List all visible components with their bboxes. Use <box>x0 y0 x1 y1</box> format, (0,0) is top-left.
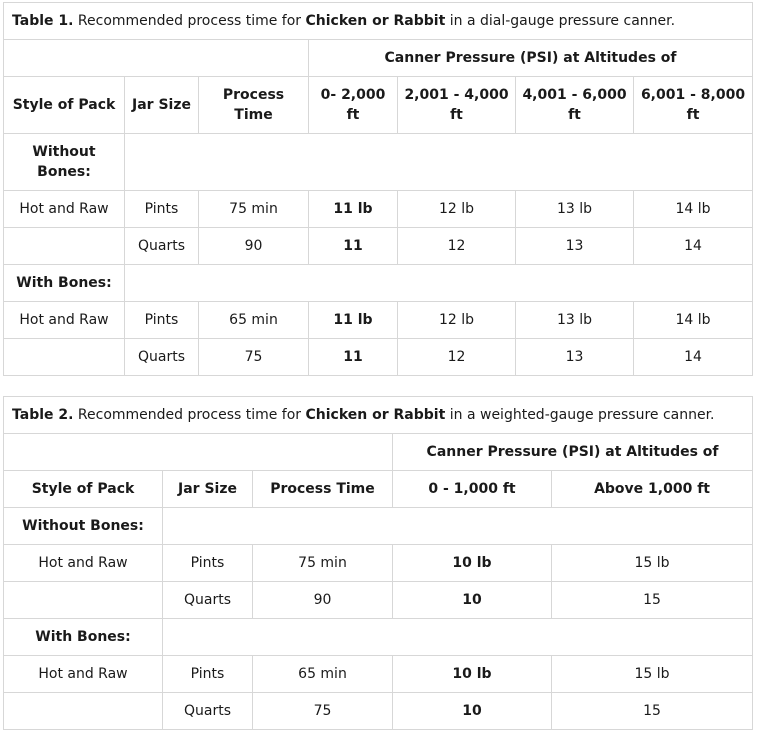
column-header: Style of Pack <box>4 77 125 134</box>
process-time: 75 <box>199 339 309 376</box>
caption-label: Table 1. <box>12 13 74 29</box>
table-row <box>4 545 753 582</box>
column-header: 0- 2,000 ft <box>309 77 398 134</box>
style-of-pack: Hot and Raw <box>4 656 163 693</box>
process-time: 65 min <box>253 656 393 693</box>
pressure-value: 13 <box>516 228 634 265</box>
pressure-value: 11 <box>309 339 398 376</box>
weighted-gauge-table <box>3 396 753 730</box>
pressure-value: 14 <box>634 339 753 376</box>
empty-cell <box>4 693 163 730</box>
column-header: Jar Size <box>163 471 253 508</box>
process-time: 90 <box>253 582 393 619</box>
table-row <box>4 228 753 265</box>
empty-cell <box>163 508 753 545</box>
process-time: 75 min <box>199 191 309 228</box>
dial-gauge-table <box>3 2 753 376</box>
jar-size: Pints <box>163 545 253 582</box>
empty-cell <box>4 434 393 471</box>
jar-size: Quarts <box>125 339 199 376</box>
jar-size: Quarts <box>163 693 253 730</box>
column-header: Process Time <box>253 471 393 508</box>
pressure-value: 14 lb <box>634 191 753 228</box>
pressure-value: 12 lb <box>398 302 516 339</box>
empty-cell <box>125 134 753 191</box>
column-header: 0 - 1,000 ft <box>393 471 552 508</box>
process-time: 65 min <box>199 302 309 339</box>
table-row <box>4 191 753 228</box>
column-header: Process Time <box>199 77 309 134</box>
table-row <box>4 302 753 339</box>
table-row <box>4 339 753 376</box>
section-label: Without Bones: <box>4 508 163 545</box>
jar-size: Quarts <box>125 228 199 265</box>
caption-subject: Chicken or Rabbit <box>305 407 446 423</box>
pressure-value: 10 lb <box>393 545 552 582</box>
group-header: Canner Pressure (PSI) at Altitudes of <box>393 434 753 471</box>
empty-cell <box>125 265 753 302</box>
section-label: With Bones: <box>4 619 163 656</box>
pressure-value: 15 <box>552 582 753 619</box>
process-time: 75 <box>253 693 393 730</box>
section-label: With Bones: <box>4 265 125 302</box>
pressure-value: 13 <box>516 339 634 376</box>
section-label: Without Bones: <box>4 134 125 191</box>
table-caption <box>4 397 753 434</box>
jar-size: Pints <box>125 302 199 339</box>
column-header: 4,001 - 6,000 ft <box>516 77 634 134</box>
caption-label: Table 2. <box>12 407 74 423</box>
pressure-value: 13 lb <box>516 302 634 339</box>
column-header: 2,001 - 4,000 ft <box>398 77 516 134</box>
pressure-value: 13 lb <box>516 191 634 228</box>
pressure-value: 14 lb <box>634 302 753 339</box>
pressure-value: 11 <box>309 228 398 265</box>
pressure-value: 12 lb <box>398 191 516 228</box>
pressure-value: 10 <box>393 693 552 730</box>
pressure-value: 12 <box>398 228 516 265</box>
jar-size: Pints <box>125 191 199 228</box>
empty-cell <box>163 619 753 656</box>
pressure-value: 10 lb <box>393 656 552 693</box>
jar-size: Quarts <box>163 582 253 619</box>
pressure-value: 10 <box>393 582 552 619</box>
style-of-pack: Hot and Raw <box>4 191 125 228</box>
jar-size: Pints <box>163 656 253 693</box>
pressure-value: 15 lb <box>552 656 753 693</box>
caption-text: in a dial-gauge pressure canner. <box>445 13 676 29</box>
pressure-value: 15 lb <box>552 545 753 582</box>
column-header: Style of Pack <box>4 471 163 508</box>
caption-text: in a weighted-gauge pressure canner. <box>445 407 715 423</box>
caption-text: Recommended process time for <box>73 13 306 29</box>
column-header: 6,001 - 8,000 ft <box>634 77 753 134</box>
table-caption <box>4 3 753 40</box>
style-of-pack: Hot and Raw <box>4 302 125 339</box>
table-row <box>4 582 753 619</box>
table-row <box>4 693 753 730</box>
pressure-value: 15 <box>552 693 753 730</box>
pressure-value: 14 <box>634 228 753 265</box>
group-header: Canner Pressure (PSI) at Altitudes of <box>309 40 753 77</box>
pressure-value: 11 lb <box>309 191 398 228</box>
column-header: Above 1,000 ft <box>552 471 753 508</box>
empty-cell <box>4 40 309 77</box>
table-row <box>4 656 753 693</box>
column-header: Jar Size <box>125 77 199 134</box>
caption-subject: Chicken or Rabbit <box>305 13 446 29</box>
caption-text: Recommended process time for <box>73 407 306 423</box>
style-of-pack: Hot and Raw <box>4 545 163 582</box>
pressure-value: 12 <box>398 339 516 376</box>
empty-cell <box>4 582 163 619</box>
empty-cell <box>4 339 125 376</box>
pressure-value: 11 lb <box>309 302 398 339</box>
empty-cell <box>4 228 125 265</box>
process-time: 75 min <box>253 545 393 582</box>
process-time: 90 <box>199 228 309 265</box>
